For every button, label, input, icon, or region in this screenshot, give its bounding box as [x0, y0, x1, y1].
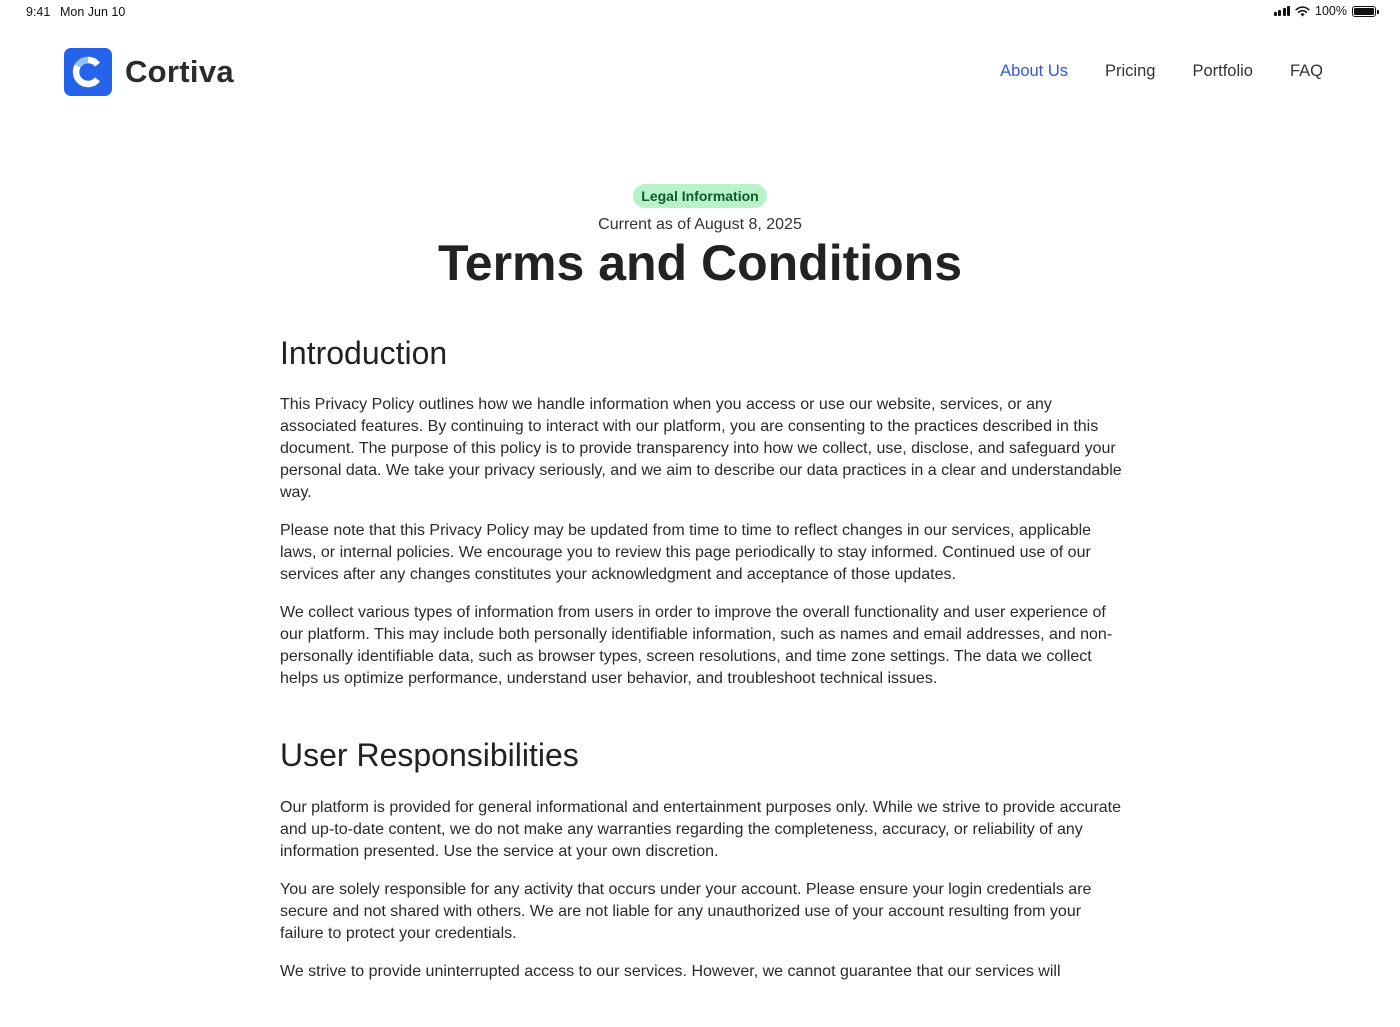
last-updated: Current as of August 8, 2025 [598, 216, 802, 233]
section-heading: Introduction [280, 335, 448, 371]
terms-content [280, 334, 1125, 999]
status-time: 9:41 [26, 5, 51, 19]
cellular-signal-icon [1274, 6, 1291, 16]
site-header [0, 40, 1400, 104]
nav-about-us[interactable]: About Us [1000, 62, 1069, 80]
nav-faq[interactable]: FAQ [1289, 62, 1323, 80]
section-paragraph: You are solely responsible for any activity that occurs under your account. Please ensure your login credentials are secure and not shared with others. We are not liable for any unauthorized use of your account resulting from your failure to protect your credentials. [280, 880, 1092, 942]
main-nav [1000, 62, 1323, 81]
wifi-icon [1295, 6, 1310, 17]
section-paragraph: We collect various types of information from users in order to improve the overall functionality and user experience of our platform. This may include both personally identifiable information, such as names and email addresses, and non-personally identifiable data, such as browser types, screen resolutions, and time zone settings. The data we collect helps us optimize performance, understand user behavior, and troubleshoot technical issues. [280, 604, 1113, 688]
section-user-responsibilities [280, 736, 1125, 982]
nav-portfolio[interactable]: Portfolio [1192, 62, 1253, 80]
page-title: Terms and Conditions [437, 235, 963, 291]
section-paragraph: This Privacy Policy outlines how we handle information when you access or use our website, services, or any associated features. By continuing to interact with our platform, you are consenting to the practices described in this document. The purpose of this policy is to provide transparency into how we collect, use, disclose, and safeguard your personal data. We take your privacy seriously, and we aim to describe our data practices in a clear and understandable way. [280, 396, 1122, 502]
status-indicators [1274, 4, 1376, 18]
legal-info-badge: Legal Information [633, 184, 766, 208]
section-paragraph: Our platform is provided for general informational and entertainment purposes only. While we strive to provide accurate and up-to-date content, we do not make any warranties regarding the completeness, accuracy, or reliability of any information presented. Use the service at your own discretion. [280, 798, 1122, 860]
section-introduction [280, 334, 1125, 690]
status-date: Mon Jun 10 [60, 5, 126, 19]
brand-logo[interactable] [64, 48, 234, 96]
status-bar [0, 0, 1400, 24]
battery-icon [1352, 6, 1376, 17]
brand-name: Cortiva [125, 54, 234, 89]
logo-c-icon [64, 48, 112, 96]
section-paragraph: We strive to provide uninterrupted access to our services. However, we cannot guarantee that our services will [280, 962, 1061, 980]
nav-pricing[interactable]: Pricing [1105, 62, 1156, 80]
section-paragraph: Please note that this Privacy Policy may be updated from time to time to reflect changes in our services, applicable laws, or internal policies. We encourage you to review this page periodically to stay informed. Continued use of our services after any changes constitutes your acknowledgment and acceptance of those updates. [280, 522, 1092, 584]
page-hero [0, 184, 1400, 291]
battery-percent: 100% [1315, 4, 1347, 18]
section-heading: User Responsibilities [280, 737, 579, 774]
